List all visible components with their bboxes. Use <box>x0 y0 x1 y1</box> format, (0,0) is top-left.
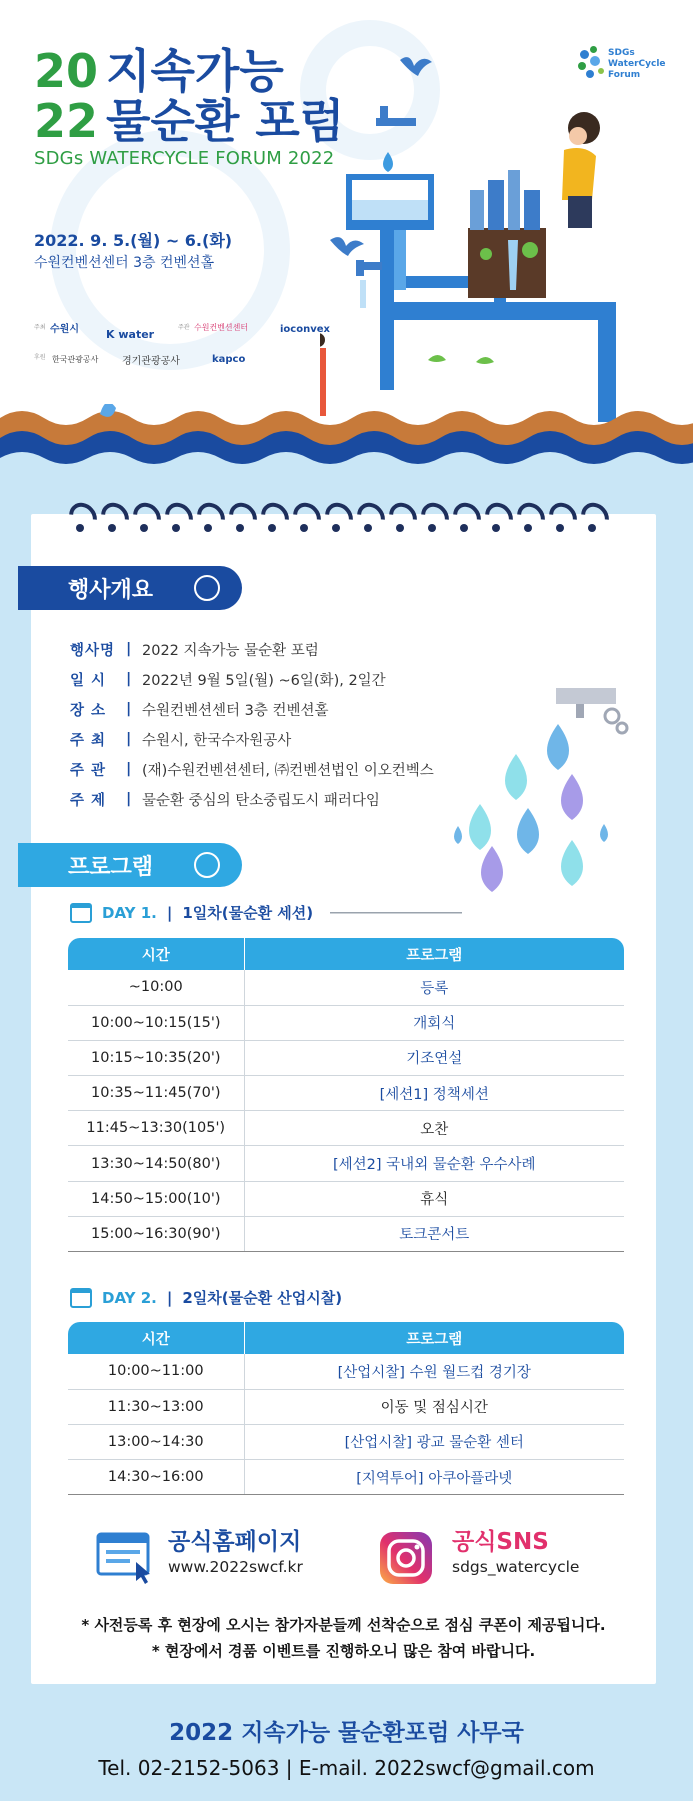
ground-waves <box>0 404 693 480</box>
schedule-program: [세션1] 정책세션 <box>244 1076 624 1111</box>
day1-title: 1일차(물순환 세션) <box>182 904 314 922</box>
schedule-time: ~10:00 <box>68 970 244 1005</box>
overview-row <box>70 784 434 814</box>
schedule-program: 토크콘서트 <box>244 1216 624 1251</box>
overview-row <box>70 664 434 694</box>
schedule-time: 10:00~11:00 <box>68 1354 244 1389</box>
overview-row <box>70 724 434 754</box>
sponsor-logos <box>34 318 354 378</box>
schedule-row <box>68 1354 624 1389</box>
sns-handle[interactable]: sdgs_watercycle <box>452 1558 580 1576</box>
schedule-time: 11:30~13:00 <box>68 1389 244 1424</box>
schedule-program: 개회식 <box>244 1005 624 1040</box>
day-separator: | <box>166 903 173 922</box>
suwon-convention-logo: 수원컨벤션센터 <box>194 323 249 332</box>
organizer-label: 주관 <box>178 324 190 331</box>
overview-key: 행사명 <box>70 642 116 659</box>
schedule-program: [세션2] 국내외 물순환 우수사례 <box>244 1146 624 1181</box>
program-section-tab <box>18 843 242 887</box>
overview-key: 주 제 <box>70 792 107 809</box>
schedule-row <box>68 1076 624 1111</box>
schedule-row <box>68 1216 624 1251</box>
notepad-rings <box>70 502 630 542</box>
day1-schedule-table <box>68 938 624 1252</box>
schedule-time: 14:50~15:00(10') <box>68 1181 244 1216</box>
overview-value: 물순환 중심의 탄소중립도시 패러다임 <box>142 792 380 809</box>
schedule-time: 13:30~14:50(80') <box>68 1146 244 1181</box>
separator: | <box>126 641 132 657</box>
secretariat-contact[interactable]: Tel. 02-2152-5063 | E-mail. 2022swcf@gmail.com <box>98 1756 595 1780</box>
schedule-time: 10:35~11:45(70') <box>68 1076 244 1111</box>
schedule-time: 11:45~13:30(105') <box>68 1111 244 1146</box>
kwater-logo: K water <box>106 328 155 341</box>
event-venue: 수원컨벤션센터 3층 컨벤션홀 <box>34 255 215 271</box>
schedule-row <box>68 1005 624 1040</box>
schedule-program: 등록 <box>244 970 624 1005</box>
title-text-2: 물순환 포럼 <box>106 94 345 148</box>
calendar-icon <box>70 1288 92 1308</box>
homepage-title: 공식홈페이지 <box>168 1529 302 1555</box>
separator: | <box>126 701 132 717</box>
overview-row <box>70 754 434 784</box>
suwon-logo: 수원시 <box>50 324 79 335</box>
host-label: 주최 <box>34 324 46 331</box>
separator: | <box>126 761 132 777</box>
overview-list <box>70 634 434 814</box>
overview-value: 수원컨벤션센터 3층 컨벤션홀 <box>142 702 329 719</box>
column-header-time: 시간 <box>68 938 244 970</box>
overview-key: 주 관 <box>70 762 107 779</box>
schedule-time: 15:00~16:30(90') <box>68 1216 244 1251</box>
separator: | <box>126 791 132 807</box>
overview-key: 장 소 <box>70 702 107 719</box>
event-date: 2022. 9. 5.(월) ~ 6.(화) <box>34 231 233 250</box>
overview-value: 2022 지속가능 물순환 포럼 <box>142 642 319 659</box>
overview-title: 행사개요 <box>68 577 154 603</box>
separator: | <box>126 671 132 687</box>
overview-row <box>70 634 434 664</box>
schedule-program: [산업시찰] 광교 물순환 센터 <box>244 1424 624 1459</box>
kto-logo: 한국관광공사 <box>52 355 99 364</box>
schedule-program: 오찬 <box>244 1111 624 1146</box>
schedule-program: 이동 및 점심시간 <box>244 1389 624 1424</box>
column-header-program: 프로그램 <box>244 1322 624 1354</box>
schedule-time: 10:00~10:15(15') <box>68 1005 244 1040</box>
schedule-program: [지역투어] 아쿠아플라넷 <box>244 1460 624 1495</box>
column-header-program: 프로그램 <box>244 938 624 970</box>
schedule-row <box>68 1111 624 1146</box>
schedule-row <box>68 1460 624 1495</box>
water-drops-illustration <box>436 684 656 904</box>
title-text-1: 지속가능 <box>106 44 284 98</box>
title-line-2 <box>34 94 345 148</box>
day1-label: DAY 1. <box>102 903 157 922</box>
instagram-icon <box>380 1532 432 1584</box>
water-icon <box>194 852 220 878</box>
kapco-logo: kapco <box>212 354 246 365</box>
official-links <box>96 1528 616 1588</box>
hero-banner <box>0 0 693 480</box>
schedule-row <box>68 1040 624 1075</box>
schedule-time: 14:30~16:00 <box>68 1460 244 1495</box>
schedule-time: 10:15~10:35(20') <box>68 1040 244 1075</box>
day2-title: 2일차(물순환 산업시찰) <box>182 1289 343 1307</box>
day2-label: DAY 2. <box>102 1288 157 1307</box>
watercycle-illustration <box>320 40 693 440</box>
day2-header <box>70 1287 342 1308</box>
ioconvex-logo: ioconvex <box>280 324 330 335</box>
schedule-program: 휴식 <box>244 1181 624 1216</box>
webpage-icon <box>96 1532 154 1584</box>
schedule-program: [산업시찰] 수원 월드컵 경기장 <box>244 1354 624 1389</box>
overview-row <box>70 694 434 724</box>
schedule-row <box>68 970 624 1005</box>
column-header-time: 시간 <box>68 1322 244 1354</box>
overview-key: 주 최 <box>70 732 107 749</box>
day2-schedule-table <box>68 1322 624 1495</box>
schedule-row <box>68 1424 624 1459</box>
day1-header <box>70 902 313 923</box>
schedule-row <box>68 1146 624 1181</box>
water-icon <box>194 575 220 601</box>
overview-value: 2022년 9월 5일(월) ~6일(화), 2일간 <box>142 672 386 689</box>
schedule-row <box>68 1181 624 1216</box>
day-separator: | <box>166 1288 173 1307</box>
title-year-bottom: 22 <box>34 94 99 148</box>
overview-value: (재)수원컨벤션센터, ㈜컨벤션법인 이오컨벡스 <box>142 762 434 779</box>
secretariat-title: 2022 지속가능 물순환포럼 사무국 <box>169 1720 524 1746</box>
schedule-row <box>68 1389 624 1424</box>
separator: | <box>126 731 132 747</box>
homepage-url[interactable]: www.2022swcf.kr <box>168 1558 303 1576</box>
gto-logo: 경기관광공사 <box>122 356 180 367</box>
notice-event: * 현장에서 경품 이벤트를 진행하오니 많은 참여 바랍니다. <box>151 1642 536 1660</box>
logo-text: SDGs WaterCycle Forum <box>608 48 666 80</box>
sns-title: 공식SNS <box>452 1529 549 1555</box>
schedule-program: 기조연설 <box>244 1040 624 1075</box>
divider-line <box>330 912 462 914</box>
notice-lunch-coupon: * 사전등록 후 현장에 오시는 참가자분들께 선착순으로 점심 쿠폰이 제공됩니다. <box>81 1616 606 1634</box>
overview-value: 수원시, 한국수자원공사 <box>142 732 292 749</box>
title-year-top: 20 <box>34 44 99 98</box>
support-label: 후원 <box>34 354 46 361</box>
overview-section-tab <box>18 566 242 610</box>
overview-key: 일 시 <box>70 672 107 689</box>
program-title: 프로그램 <box>68 854 154 880</box>
schedule-time: 13:00~14:30 <box>68 1424 244 1459</box>
calendar-icon <box>70 903 92 923</box>
event-subtitle: SDGs WATERCYCLE FORUM 2022 <box>34 148 335 169</box>
title-line-1 <box>34 44 284 98</box>
